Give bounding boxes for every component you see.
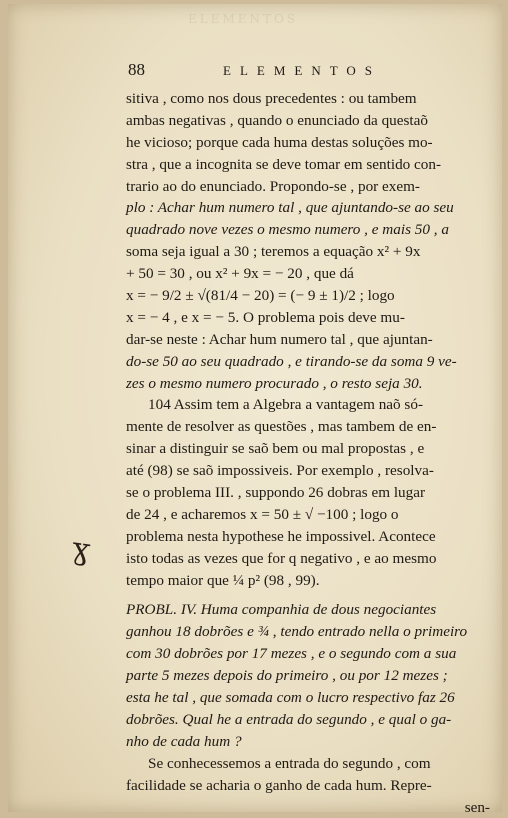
line-text: + 50 = 30 , ou x² + 9x = − 20 , que dá bbox=[126, 265, 354, 283]
text-line bbox=[126, 132, 490, 154]
text-line bbox=[126, 88, 490, 110]
line-text: x = − 9/2 ± √(81/4 − 20) = (− 9 ± 1)/2 ; logo bbox=[126, 287, 395, 305]
line-text: x = − 4 , e x = − 5. O problema pois deve mu- bbox=[126, 308, 405, 326]
text-line bbox=[126, 460, 490, 482]
line-text: dobrões. Qual he a entrada do segundo , e qual o ga- bbox=[126, 710, 452, 728]
line-text: isto todas as vezes que for q negativo , e ao mesmo bbox=[126, 549, 437, 567]
line-text: plo : Achar hum numero tal , que ajuntando-se ao seu bbox=[126, 199, 454, 217]
line-text: sinar a distinguir se saõ bem ou mal propostas , e bbox=[126, 440, 425, 458]
line-text: nho de cada hum ? bbox=[126, 732, 242, 750]
line-text: tempo maior que ¼ p² (98 , 99). bbox=[126, 571, 320, 589]
text-line bbox=[126, 110, 490, 132]
text-line bbox=[126, 775, 490, 797]
paragraph-start-line bbox=[126, 753, 490, 775]
line-text: ganhou 18 dobrões e ¾ , tendo entrado nella o primeiro bbox=[126, 623, 468, 641]
text-line bbox=[126, 373, 490, 395]
line-text: sitiva , como nos dous precedentes : ou tambem bbox=[126, 90, 417, 107]
line-text: esta he tal , que somada com o lucro respectivo faz 26 bbox=[126, 689, 455, 707]
book-page bbox=[8, 4, 502, 812]
text-line bbox=[126, 709, 490, 731]
text-line bbox=[126, 504, 490, 526]
page-header bbox=[128, 60, 488, 84]
show-through-text: ELEMENTOS bbox=[188, 12, 299, 26]
line-text: ambas negativas , quando o enunciado da questaõ bbox=[126, 111, 428, 129]
text-line bbox=[126, 307, 490, 329]
running-head: ELEMENTOS bbox=[223, 63, 382, 78]
line-text: parte 5 mezes depois do primeiro , ou por 12 mezes ; bbox=[126, 667, 448, 685]
line-text: facilidade se acharia o ganho de cada hum. Repre- bbox=[126, 776, 432, 794]
line-text: se o problema III. , suppondo 26 dobras em lugar bbox=[126, 484, 426, 502]
text-line bbox=[126, 643, 490, 665]
text-line bbox=[126, 570, 490, 592]
body-text bbox=[126, 88, 490, 812]
text-line bbox=[126, 241, 490, 263]
text-line bbox=[126, 176, 490, 198]
ink-mark: ɣ bbox=[69, 530, 93, 569]
text-line bbox=[126, 329, 490, 351]
line-text: trario ao do enunciado. Propondo-se , por exem- bbox=[126, 177, 420, 195]
line-text: com 30 dobrões por 17 mezes , e o segundo com a sua bbox=[126, 645, 457, 663]
text-line bbox=[126, 548, 490, 570]
line-text: PROBL. IV. Huma companhia de dous negociantes bbox=[126, 601, 437, 619]
line-text: soma seja igual a 30 ; teremos a equação x² + 9x bbox=[126, 243, 421, 261]
text-line bbox=[126, 687, 490, 709]
text-line bbox=[126, 219, 490, 241]
line-text: dar-se neste : Achar hum numero tal , que ajuntan- bbox=[126, 330, 433, 348]
line-text: quadrado nove vezes o mesmo numero , e mais 50 , a bbox=[126, 221, 449, 239]
text-line bbox=[126, 263, 490, 285]
line-text: he vicioso; porque cada huma destas soluções mo- bbox=[126, 133, 433, 151]
line-text: até (98) se saõ impossiveis. Por exemplo , resolva- bbox=[126, 462, 434, 480]
text-line bbox=[126, 351, 490, 373]
text-line bbox=[126, 438, 490, 460]
line-text: stra , que a incognita se deve tomar em sentido con- bbox=[126, 155, 442, 173]
line-text: mente de resolver as questões , mas tambem de en- bbox=[126, 418, 437, 436]
text-line bbox=[126, 731, 490, 753]
line-text: 104 Assim tem a Algebra a vantagem naõ só- bbox=[148, 396, 423, 414]
text-line bbox=[126, 154, 490, 176]
line-text: Se conhecessemos a entrada do segundo , com bbox=[148, 754, 431, 772]
line-text: de 24 , e acharemos x = 50 ± √ −100 ; logo o bbox=[126, 505, 399, 523]
text-line bbox=[126, 416, 490, 438]
page-number: 88 bbox=[128, 60, 145, 79]
text-line bbox=[126, 482, 490, 504]
catchword-line bbox=[126, 797, 490, 813]
problem-heading-line bbox=[126, 599, 490, 621]
text-line bbox=[126, 621, 490, 643]
text-line bbox=[126, 526, 490, 548]
equation-line bbox=[126, 285, 490, 307]
line-text: zes o mesmo numero procurado , o resto seja 30. bbox=[126, 374, 423, 392]
line-text: do-se 50 ao seu quadrado , e tirando-se da soma 9 ve- bbox=[126, 352, 457, 370]
paragraph-start-line bbox=[126, 394, 490, 416]
line-text: sen- bbox=[464, 798, 490, 812]
line-text: problema nesta hypothese he impossivel. Acontece bbox=[126, 527, 436, 545]
text-line bbox=[126, 665, 490, 687]
text-line bbox=[126, 197, 490, 219]
